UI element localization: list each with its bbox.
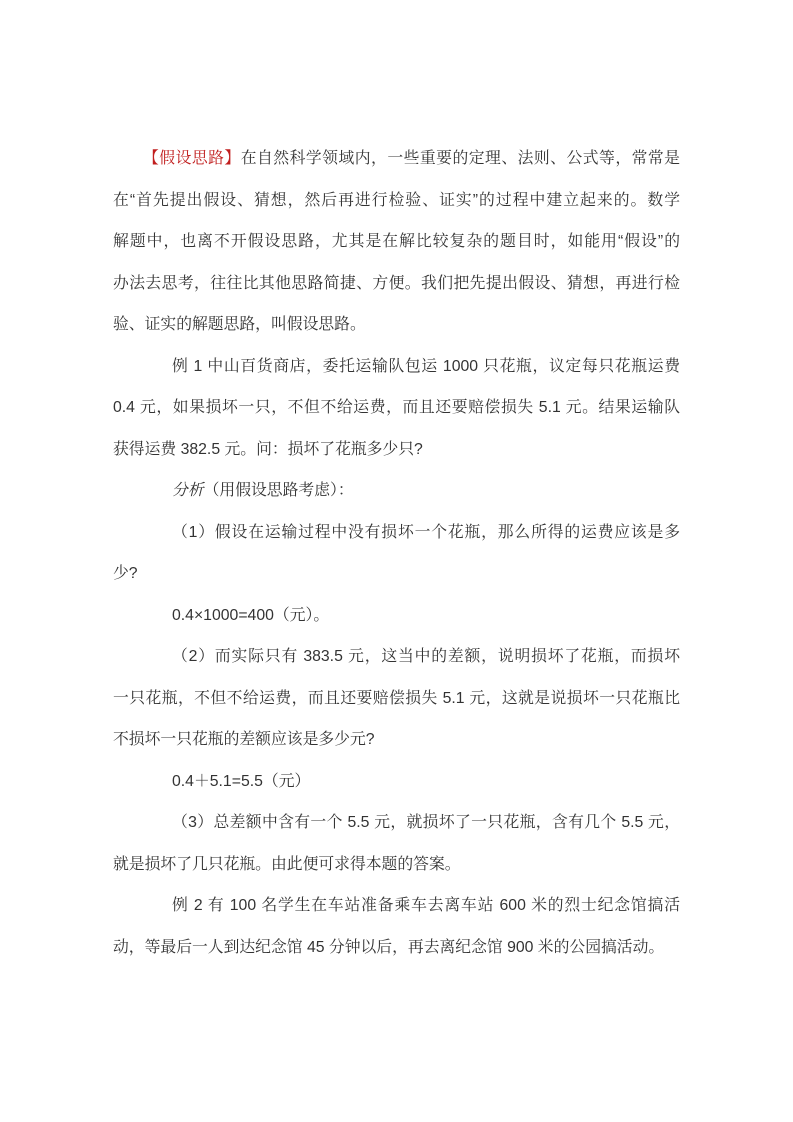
doc-line-15: 不损坏一只花瓶的差额应该是多少元? [113, 731, 375, 748]
doc-line-14: 一只花瓶，不但不给运费，而且还要赔偿损失 5.1 元，这就是说损坏一只花瓶比 [113, 689, 680, 707]
doc-line-8: 获得运费 382.5 元。问：损坏了花瓶多少只? [113, 440, 423, 458]
doc-line-1-text: 在自然科学领域内，一些重要的定理、法则、公式等，常常是 [240, 150, 680, 167]
highlight-term: 【假设思路】 [143, 150, 241, 167]
doc-line-17-step3: （3）总差额中含有一个 5.5 元，就损坏了一只花瓶，含有几个 5.5 元， [172, 814, 680, 831]
doc-line-20: 动，等最后一人到达纪念馆 45 分钟以后，再去离纪念馆 900 米的公园搞活动。 [113, 938, 665, 956]
doc-line-3: 解题中，也离不开假设思路，尤其是在解比较复杂的题目时，如能用“假设”的 [113, 233, 680, 250]
doc-line-2: 在“首先提出假设、猜想，然后再进行检验、证实”的过程中建立起来的。数学 [113, 191, 680, 209]
doc-line-13-step2: （2）而实际只有 383.5 元，这当中的差额，说明损坏了花瓶，而损坏 [172, 648, 680, 665]
doc-line-1 [113, 138, 680, 180]
document-content [113, 138, 680, 968]
analysis-label: 分析 [172, 482, 204, 499]
doc-line-10-step1: （1）假设在运输过程中没有损坏一个花瓶，那么所得的运费应该是多 [172, 523, 680, 541]
doc-line-18: 就是损坏了几只花瓶。由此便可求得本题的答案。 [113, 855, 461, 873]
doc-line-9-analysis [113, 470, 680, 512]
doc-line-5: 验、证实的解题思路，叫假设思路。 [113, 316, 366, 333]
doc-line-6-example1: 例 1 中山百货商店，委托运输队包运 1000 只花瓶，议定每只花瓶运费 [172, 357, 680, 375]
doc-line-12-formula1: 0.4×1000=400（元）。 [172, 606, 330, 624]
doc-line-4: 办法去思考，往往比其他思路简捷、方便。我们把先提出假设、猜想，再进行检 [113, 274, 680, 292]
doc-line-11: 少? [113, 565, 138, 582]
doc-line-7: 0.4 元，如果损坏一只，不但不给运费，而且还要赔偿损失 5.1 元。结果运输队 [113, 399, 680, 416]
doc-line-16-formula2: 0.4＋5.1=5.5（元） [172, 772, 311, 790]
analysis-note: （用假设思路考虑）： [203, 482, 354, 499]
doc-line-19-example2: 例 2 有 100 名学生在车站准备乘车去离车站 600 米的烈士纪念馆搞活 [172, 897, 680, 914]
